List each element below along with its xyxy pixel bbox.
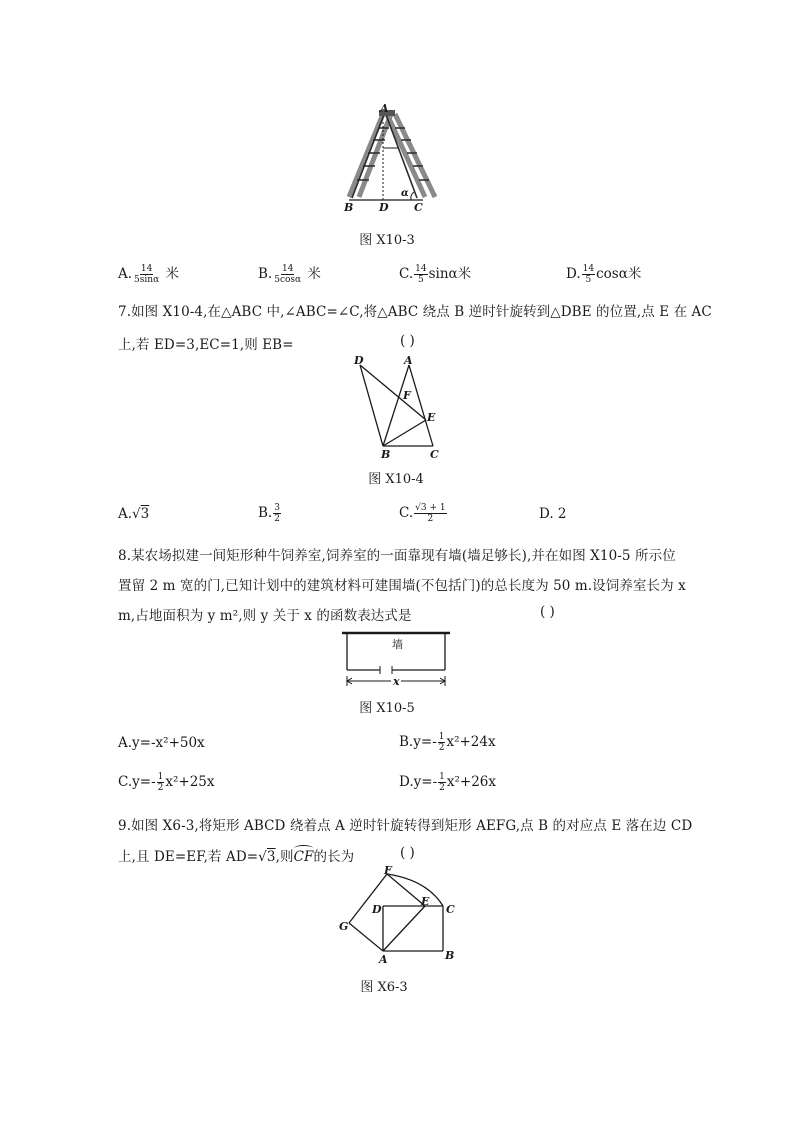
q7-option-d: D. 2 <box>539 506 567 522</box>
option-prefix: D.y=- <box>399 774 438 790</box>
option-tail: cosα <box>596 266 628 282</box>
frac-denominator: 5 <box>418 275 424 285</box>
fig-x6-3-label-g: G <box>339 920 349 933</box>
fig-x6-3-label-d: D <box>372 903 382 916</box>
figure-caption-x10-4: 图 X10-4 <box>368 472 424 487</box>
option-prefix: B.y=- <box>399 734 437 750</box>
frac-numerator: 1 <box>157 772 164 782</box>
option-letter: C. <box>399 266 414 282</box>
ladder-label-c: C <box>414 201 423 214</box>
option-suffix: x²+26x <box>446 774 497 790</box>
fig-x6-3-label-b: B <box>445 949 455 962</box>
frac-denominator: 5cosα <box>274 275 302 285</box>
figure-caption-x10-3: 图 X10-3 <box>359 233 415 248</box>
q7-option-a: A.√3 <box>118 506 150 522</box>
frac-denominator: 2 <box>274 514 280 524</box>
frac-numerator: 3 <box>274 503 280 513</box>
fig-x10-4-label-b: B <box>381 448 391 461</box>
wall-label: 墙 <box>392 638 403 651</box>
enclosure-figure <box>340 628 452 688</box>
rectangle-rotation-figure <box>335 866 465 966</box>
q9-line2-prefix: 上,且 DE=EF,若 AD= <box>118 849 259 865</box>
frac-denominator: 2 <box>439 783 445 793</box>
fig-x10-4-label-d: D <box>354 354 364 367</box>
q9-line2-suffix: 的长为 <box>313 849 355 865</box>
ladder-figure <box>335 100 445 215</box>
fig-x10-4-label-f: F <box>403 389 411 402</box>
q7-answer-paren: ( ) <box>400 333 415 349</box>
frac-numerator: 14 <box>281 264 294 274</box>
frac-numerator: 14 <box>415 264 427 274</box>
figure-caption-x6-3: 图 X6-3 <box>360 980 408 995</box>
option-letter: B. <box>258 505 273 521</box>
q7-option-b <box>258 503 282 524</box>
q8-text-line1: 8.某农场拟建一间矩形种牛饲养室,饲养室的一面靠现有墙(墙足够长),并在如图 X10-5 所示位 <box>118 548 676 564</box>
q7-text-line2: 上,若 ED=3,EC=1,则 EB= <box>118 337 294 353</box>
ladder-label-a: A <box>380 102 389 115</box>
option-letter: C. <box>399 505 414 521</box>
fig-x6-3-label-a: A <box>379 953 388 966</box>
option-suffix: x²+25x <box>165 774 215 790</box>
q8-text-line2: 置留 2 m 宽的门,已知计划中的建筑材料可建围墙(不包括门)的总长度为 50 m.设饲养室长为 x <box>118 578 686 594</box>
fig-x10-4-label-c: C <box>430 448 439 461</box>
fig-x10-4-label-e: E <box>427 411 436 424</box>
q9-answer-paren: ( ) <box>400 845 415 861</box>
option-unit: 米 <box>627 266 642 282</box>
option-suffix: x²+24x <box>446 734 496 750</box>
option-letter: A. <box>118 266 133 282</box>
q8-answer-paren: ( ) <box>540 604 555 620</box>
option-unit: 米 <box>165 266 179 282</box>
frac-numerator: √3 + 1 <box>415 503 446 513</box>
q6-option-c <box>399 262 471 285</box>
triangle-rotation-figure <box>345 350 450 462</box>
frac-denominator: 2 <box>427 514 434 524</box>
q9-text-line1: 9.如图 X6-3,将矩形 ABCD 绕着点 A 逆时针旋转得到矩形 AEFG,点 B 的对应点 E 落在边 CD <box>118 818 693 834</box>
ladder-label-b: B <box>344 201 354 214</box>
ladder-label-alpha: α <box>401 188 409 199</box>
fig-x6-3-label-f: F <box>384 866 392 877</box>
q7-text-line1: 7.如图 X10-4,在△ABC 中,∠ABC=∠C,将△ABC 绕点 B 逆时针旋转到△DBE 的位置,点 E 在 AC <box>118 304 712 320</box>
q6-option-a <box>118 262 179 285</box>
q8-option-a: A.y=-x²+50x <box>118 735 205 751</box>
fig-x10-4-label-a: A <box>404 354 413 367</box>
sqrt-radicand: 3 <box>266 849 276 865</box>
q9-text-line2: 上,且 DE=EF,若 AD=√3,则CF的长为 <box>118 849 355 865</box>
q8-text-line3: m,占地面积为 y m²,则 y 关于 x 的函数表达式是 <box>118 608 412 624</box>
option-unit: 米 <box>307 266 321 282</box>
frac-denominator: 5 <box>585 275 592 285</box>
ladder-label-d: D <box>379 201 389 214</box>
figure-caption-x10-5: 图 X10-5 <box>359 701 415 716</box>
option-letter: D. <box>566 266 581 282</box>
fig-x6-3-label-c: C <box>446 903 455 916</box>
x-dimension-label: x <box>393 675 400 688</box>
frac-denominator: 2 <box>438 743 445 753</box>
arc-cf: CF <box>293 849 314 865</box>
q9-line2-mid: ,则 <box>275 849 294 865</box>
q6-option-d <box>566 262 641 285</box>
frac-denominator: 2 <box>157 783 164 793</box>
q8-option-b <box>399 732 496 753</box>
option-letter: A. <box>118 506 133 522</box>
frac-numerator: 1 <box>438 732 445 742</box>
frac-numerator: 1 <box>439 772 445 782</box>
option-letter: B. <box>258 266 273 282</box>
option-tail: sinα <box>428 266 458 282</box>
q6-option-b <box>258 262 321 285</box>
fig-x6-3-label-e: E <box>421 895 430 908</box>
q8-option-c <box>118 772 215 793</box>
sqrt-radicand: 3 <box>140 506 150 522</box>
frac-numerator: 14 <box>140 264 153 274</box>
q8-option-d <box>399 772 496 793</box>
q7-option-c <box>399 503 448 524</box>
frac-denominator: 5sinα <box>134 275 160 285</box>
frac-numerator: 14 <box>582 264 595 274</box>
option-unit: 米 <box>457 266 472 282</box>
option-prefix: C.y=- <box>118 774 156 790</box>
